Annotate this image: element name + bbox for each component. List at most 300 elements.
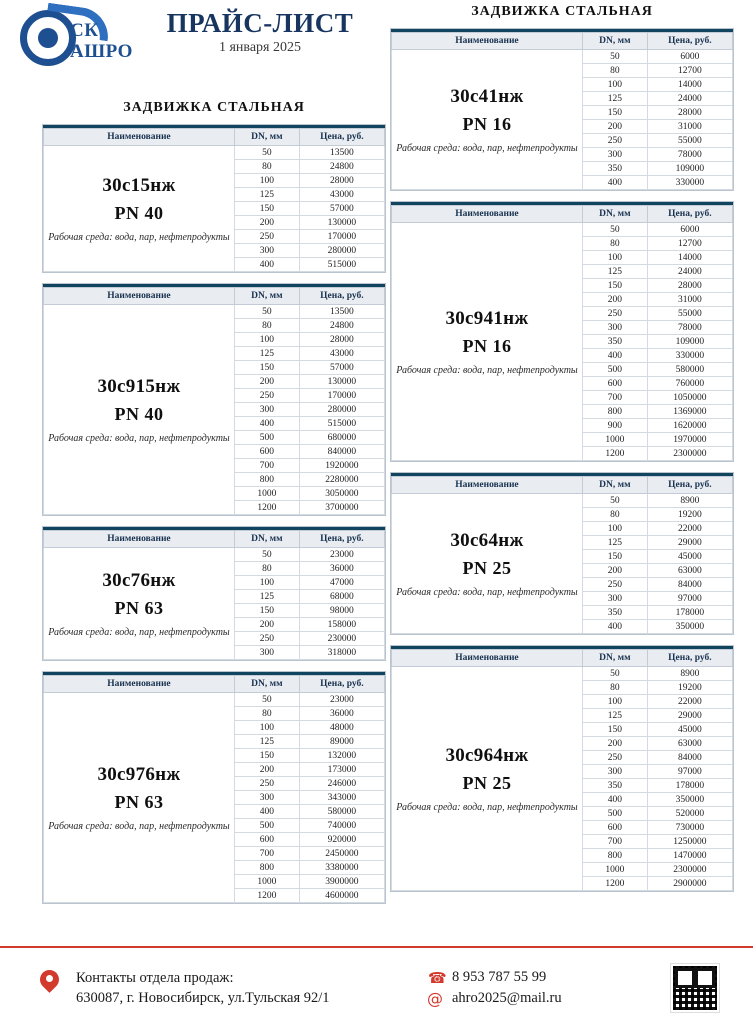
column-header-name: Наименование: [392, 206, 583, 223]
cell-price: 1050000: [647, 391, 732, 405]
cell-price: 6000: [647, 50, 732, 64]
cell-price: 24000: [647, 265, 732, 279]
cell-price: 12700: [647, 237, 732, 251]
table-header-row: [392, 33, 733, 50]
cell-dn: 600: [234, 833, 299, 847]
cell-price: 920000: [299, 833, 384, 847]
cell-dn: 700: [582, 391, 647, 405]
price-block: [42, 526, 386, 661]
left-block-list: [42, 124, 386, 904]
cell-dn: 125: [234, 735, 299, 749]
cell-price: 2300000: [647, 863, 732, 877]
table-row: [44, 146, 385, 160]
cell-dn: 500: [234, 819, 299, 833]
cell-dn: 50: [234, 146, 299, 160]
cell-dn: 125: [234, 590, 299, 604]
left-column: [42, 0, 386, 914]
cell-dn: 100: [234, 576, 299, 590]
cell-dn: 700: [234, 847, 299, 861]
cell-price: 97000: [647, 765, 732, 779]
cell-price: 45000: [647, 550, 732, 564]
cell-dn: 600: [234, 445, 299, 459]
cell-dn: 1200: [582, 447, 647, 461]
cell-dn: 300: [234, 646, 299, 660]
cell-price: 84000: [647, 578, 732, 592]
cell-price: 28000: [647, 106, 732, 120]
column-header-dn: DN, мм: [582, 33, 647, 50]
location-pin-icon: [40, 970, 60, 996]
cell-dn: 250: [582, 751, 647, 765]
column-header-name: Наименование: [44, 288, 235, 305]
price-block: [42, 124, 386, 273]
cell-dn: 80: [234, 319, 299, 333]
table-row: [44, 693, 385, 707]
cell-price: 840000: [299, 445, 384, 459]
cell-dn: 200: [234, 763, 299, 777]
cell-price: 580000: [299, 805, 384, 819]
cell-price: 57000: [299, 202, 384, 216]
cell-dn: 50: [234, 693, 299, 707]
section-heading-left: ЗАДВИЖКА СТАЛЬНАЯ: [123, 100, 305, 115]
cell-dn: 800: [582, 849, 647, 863]
cell-dn: 200: [582, 293, 647, 307]
cell-price: 19200: [647, 681, 732, 695]
cell-dn: 300: [582, 321, 647, 335]
product-pressure-rating: PN 25: [462, 772, 512, 793]
cell-price: 109000: [647, 162, 732, 176]
column-header-name: Наименование: [392, 33, 583, 50]
cell-dn: 50: [582, 494, 647, 508]
cell-price: 8900: [647, 667, 732, 681]
column-header-price: Цена, руб.: [299, 288, 384, 305]
cell-price: 45000: [647, 723, 732, 737]
cell-dn: 1000: [234, 875, 299, 889]
cell-dn: 500: [234, 431, 299, 445]
email-icon: @: [427, 989, 443, 1008]
column-header-name: Наименование: [44, 129, 235, 146]
cell-price: 3380000: [299, 861, 384, 875]
cell-dn: 350: [582, 606, 647, 620]
cell-dn: 150: [234, 202, 299, 216]
cell-price: 350000: [647, 620, 732, 634]
cell-dn: 400: [234, 417, 299, 431]
cell-price: 132000: [299, 749, 384, 763]
column-header-dn: DN, мм: [234, 531, 299, 548]
product-model: 30с964нж: [445, 744, 529, 766]
product-pressure-rating: PN 16: [462, 113, 512, 134]
cell-dn: 125: [234, 347, 299, 361]
price-table: [391, 476, 733, 634]
cell-price: 6000: [647, 223, 732, 237]
cell-price: 23000: [299, 693, 384, 707]
price-table: [391, 649, 733, 891]
cell-price: 330000: [647, 349, 732, 363]
cell-price: 28000: [299, 333, 384, 347]
product-pressure-rating: PN 40: [114, 403, 164, 424]
cell-price: 1620000: [647, 419, 732, 433]
column-header-dn: DN, мм: [582, 650, 647, 667]
cell-price: 1250000: [647, 835, 732, 849]
price-block: [42, 283, 386, 516]
cell-price: 350000: [647, 793, 732, 807]
cell-dn: 80: [234, 160, 299, 174]
cell-dn: 50: [234, 305, 299, 319]
price-block: [390, 28, 734, 191]
cell-dn: 100: [582, 522, 647, 536]
cell-dn: 1000: [234, 487, 299, 501]
cell-price: 12700: [647, 64, 732, 78]
cell-dn: 700: [234, 459, 299, 473]
cell-dn: 400: [582, 793, 647, 807]
cell-dn: 150: [582, 106, 647, 120]
cell-price: 280000: [299, 403, 384, 417]
cell-dn: 400: [582, 349, 647, 363]
cell-price: 178000: [647, 606, 732, 620]
section-heading-right: ЗАДВИЖКА СТАЛЬНАЯ: [471, 4, 653, 19]
cell-price: 31000: [647, 293, 732, 307]
working-media-text: Рабочая среда: вода, пар, нефтепродукты: [396, 364, 578, 376]
cell-dn: 100: [582, 251, 647, 265]
cell-price: 78000: [647, 321, 732, 335]
cell-price: 68000: [299, 590, 384, 604]
cell-price: 23000: [299, 548, 384, 562]
cell-dn: 50: [234, 548, 299, 562]
working-media-text: Рабочая среда: вода, пар, нефтепродукты: [48, 432, 230, 444]
cell-price: 98000: [299, 604, 384, 618]
cell-dn: 80: [582, 237, 647, 251]
cell-price: 55000: [647, 134, 732, 148]
cell-price: 22000: [647, 695, 732, 709]
cell-price: 43000: [299, 188, 384, 202]
cell-price: 97000: [647, 592, 732, 606]
cell-price: 3700000: [299, 501, 384, 515]
table-row: [44, 305, 385, 319]
cell-price: 318000: [299, 646, 384, 660]
product-name-cell: [392, 223, 583, 461]
cell-dn: 300: [582, 592, 647, 606]
column-header-name: Наименование: [392, 477, 583, 494]
cell-price: 246000: [299, 777, 384, 791]
cell-price: 130000: [299, 216, 384, 230]
cell-dn: 300: [234, 403, 299, 417]
price-block: [390, 201, 734, 462]
cell-price: 31000: [647, 120, 732, 134]
product-pressure-rating: PN 63: [114, 597, 164, 618]
cell-price: 89000: [299, 735, 384, 749]
page-footer: [0, 946, 753, 1024]
cell-price: 680000: [299, 431, 384, 445]
column-header-price: Цена, руб.: [647, 206, 732, 223]
column-header-price: Цена, руб.: [299, 531, 384, 548]
cell-price: 13500: [299, 305, 384, 319]
product-model: 30с15нж: [102, 174, 176, 196]
cell-dn: 350: [582, 779, 647, 793]
email-address[interactable]: ahro2025@mail.ru: [452, 990, 562, 1006]
column-header-dn: DN, мм: [582, 206, 647, 223]
price-table: [43, 675, 385, 903]
phone-icon: ☎: [428, 969, 447, 987]
cell-dn: 350: [582, 162, 647, 176]
cell-price: 43000: [299, 347, 384, 361]
cell-dn: 300: [234, 244, 299, 258]
cell-price: 28000: [299, 174, 384, 188]
cell-price: 36000: [299, 562, 384, 576]
working-media-text: Рабочая среда: вода, пар, нефтепродукты: [48, 231, 230, 243]
product-pressure-rating: PN 40: [114, 202, 164, 223]
cell-price: 230000: [299, 632, 384, 646]
price-block: [42, 671, 386, 904]
cell-price: 84000: [647, 751, 732, 765]
cell-price: 130000: [299, 375, 384, 389]
column-header-dn: DN, мм: [234, 288, 299, 305]
product-pressure-rating: PN 63: [114, 791, 164, 812]
product-name-cell: [44, 305, 235, 515]
cell-dn: 250: [234, 632, 299, 646]
cell-dn: 900: [582, 419, 647, 433]
cell-dn: 700: [582, 835, 647, 849]
working-media-text: Рабочая среда: вода, пар, нефтепродукты: [48, 626, 230, 638]
table-header-row: [44, 288, 385, 305]
cell-dn: 80: [234, 562, 299, 576]
cell-price: 14000: [647, 78, 732, 92]
table-row: [392, 494, 733, 508]
column-header-dn: DN, мм: [582, 477, 647, 494]
cell-dn: 1200: [234, 889, 299, 903]
cell-price: 173000: [299, 763, 384, 777]
cell-dn: 125: [582, 265, 647, 279]
cell-dn: 1000: [582, 433, 647, 447]
cell-dn: 250: [234, 777, 299, 791]
product-name-cell: [44, 146, 235, 272]
cell-price: 760000: [647, 377, 732, 391]
product-model: 30с976нж: [97, 763, 181, 785]
price-table: [391, 205, 733, 461]
cell-price: 330000: [647, 176, 732, 190]
product-pressure-rating: PN 25: [462, 557, 512, 578]
cell-price: 178000: [647, 779, 732, 793]
cell-price: 55000: [647, 307, 732, 321]
cell-dn: 50: [582, 50, 647, 64]
cell-price: 2280000: [299, 473, 384, 487]
cell-price: 170000: [299, 230, 384, 244]
product-name-cell: [392, 667, 583, 891]
cell-dn: 250: [234, 389, 299, 403]
cell-dn: 250: [582, 578, 647, 592]
cell-dn: 80: [582, 508, 647, 522]
cell-price: 1369000: [647, 405, 732, 419]
cell-price: 109000: [647, 335, 732, 349]
product-name-cell: [44, 693, 235, 903]
cell-dn: 400: [582, 620, 647, 634]
cell-dn: 125: [582, 709, 647, 723]
cell-dn: 300: [234, 791, 299, 805]
cell-price: 47000: [299, 576, 384, 590]
cell-price: 57000: [299, 361, 384, 375]
cell-dn: 250: [582, 307, 647, 321]
cell-price: 280000: [299, 244, 384, 258]
column-header-dn: DN, мм: [234, 129, 299, 146]
cell-price: 13500: [299, 146, 384, 160]
product-model: 30с941нж: [445, 307, 529, 329]
product-name-cell: [44, 548, 235, 660]
table-row: [392, 50, 733, 64]
price-block: [390, 645, 734, 892]
page-title: ПРАЙС-ЛИСТ: [166, 8, 354, 38]
cell-price: 63000: [647, 737, 732, 751]
cell-price: 14000: [647, 251, 732, 265]
column-header-price: Цена, руб.: [647, 477, 732, 494]
cell-price: 29000: [647, 709, 732, 723]
cell-price: 515000: [299, 417, 384, 431]
cell-dn: 150: [234, 604, 299, 618]
cell-price: 78000: [647, 148, 732, 162]
cell-price: 29000: [647, 536, 732, 550]
table-header-row: [44, 129, 385, 146]
table-header-row: [392, 206, 733, 223]
column-header-name: Наименование: [392, 650, 583, 667]
cell-price: 24000: [647, 92, 732, 106]
page-date: 1 января 2025: [218, 40, 301, 55]
cell-dn: 80: [582, 681, 647, 695]
cell-price: 24800: [299, 319, 384, 333]
cell-price: 3900000: [299, 875, 384, 889]
cell-dn: 1200: [234, 501, 299, 515]
phone-number[interactable]: 8 953 787 55 99: [452, 969, 547, 985]
cell-price: 158000: [299, 618, 384, 632]
column-header-name: Наименование: [44, 676, 235, 693]
cell-price: 8900: [647, 494, 732, 508]
cell-price: 36000: [299, 707, 384, 721]
price-table: [43, 287, 385, 515]
right-block-list: [390, 28, 734, 892]
cell-price: 1470000: [647, 849, 732, 863]
cell-price: 170000: [299, 389, 384, 403]
cell-dn: 200: [234, 216, 299, 230]
cell-dn: 125: [234, 188, 299, 202]
contacts-block: [76, 968, 330, 1008]
cell-dn: 150: [234, 361, 299, 375]
cell-price: 63000: [647, 564, 732, 578]
column-header-price: Цена, руб.: [647, 33, 732, 50]
product-model: 30с915нж: [97, 375, 181, 397]
product-model: 30с41нж: [450, 85, 524, 107]
cell-dn: 1200: [582, 877, 647, 891]
cell-dn: 500: [582, 807, 647, 821]
cell-dn: 125: [582, 536, 647, 550]
product-model: 30с76нж: [102, 569, 176, 591]
contacts-address: 630087, г. Новосибирск, ул.Тульская 92/1: [76, 990, 330, 1006]
working-media-text: Рабочая среда: вода, пар, нефтепродукты: [396, 586, 578, 598]
cell-dn: 200: [234, 618, 299, 632]
cell-price: 28000: [647, 279, 732, 293]
product-model: 30с64нж: [450, 529, 524, 551]
cell-dn: 150: [582, 279, 647, 293]
table-row: [392, 223, 733, 237]
cell-dn: 100: [234, 333, 299, 347]
working-media-text: Рабочая среда: вода, пар, нефтепродукты: [396, 142, 578, 154]
cell-price: 1920000: [299, 459, 384, 473]
cell-dn: 150: [234, 749, 299, 763]
cell-dn: 80: [234, 707, 299, 721]
cell-dn: 400: [234, 805, 299, 819]
cell-dn: 800: [234, 473, 299, 487]
cell-price: 48000: [299, 721, 384, 735]
cell-dn: 125: [582, 92, 647, 106]
cell-price: 1970000: [647, 433, 732, 447]
cell-dn: 1000: [582, 863, 647, 877]
cell-price: 343000: [299, 791, 384, 805]
cell-dn: 50: [582, 667, 647, 681]
cell-dn: 100: [234, 174, 299, 188]
product-name-cell: [392, 494, 583, 634]
qr-code-icon: [671, 964, 719, 1012]
cell-price: 515000: [299, 258, 384, 272]
working-media-text: Рабочая среда: вода, пар, нефтепродукты: [396, 801, 578, 813]
cell-dn: 200: [582, 564, 647, 578]
cell-dn: 250: [582, 134, 647, 148]
table-header-row: [44, 676, 385, 693]
cell-dn: 300: [582, 765, 647, 779]
cell-dn: 200: [582, 120, 647, 134]
cell-dn: 200: [234, 375, 299, 389]
cell-price: 2450000: [299, 847, 384, 861]
price-table: [43, 128, 385, 272]
table-header-row: [392, 477, 733, 494]
cell-price: 520000: [647, 807, 732, 821]
cell-dn: 50: [582, 223, 647, 237]
price-table: [43, 530, 385, 660]
cell-dn: 100: [582, 695, 647, 709]
cell-dn: 150: [582, 723, 647, 737]
cell-price: 22000: [647, 522, 732, 536]
table-row: [392, 667, 733, 681]
cell-dn: 400: [582, 176, 647, 190]
cell-price: 24800: [299, 160, 384, 174]
cell-dn: 80: [582, 64, 647, 78]
cell-price: 19200: [647, 508, 732, 522]
column-header-price: Цена, руб.: [299, 676, 384, 693]
cell-price: 580000: [647, 363, 732, 377]
cell-dn: 150: [582, 550, 647, 564]
cell-price: 4600000: [299, 889, 384, 903]
cell-dn: 600: [582, 821, 647, 835]
cell-dn: 500: [582, 363, 647, 377]
price-table: [391, 32, 733, 190]
cell-price: 3050000: [299, 487, 384, 501]
column-header-name: Наименование: [44, 531, 235, 548]
logo-line-2: АШРО: [70, 41, 133, 62]
logo-line-1: СК: [70, 20, 99, 41]
cell-price: 740000: [299, 819, 384, 833]
cell-dn: 200: [582, 737, 647, 751]
cell-dn: 800: [234, 861, 299, 875]
cell-dn: 300: [582, 148, 647, 162]
working-media-text: Рабочая среда: вода, пар, нефтепродукты: [48, 820, 230, 832]
cell-price: 2300000: [647, 447, 732, 461]
cell-dn: 100: [582, 78, 647, 92]
cell-dn: 250: [234, 230, 299, 244]
table-header-row: [44, 531, 385, 548]
table-row: [44, 548, 385, 562]
column-header-price: Цена, руб.: [299, 129, 384, 146]
contacts-title: Контакты отдела продаж:: [76, 970, 234, 986]
column-header-dn: DN, мм: [234, 676, 299, 693]
column-header-price: Цена, руб.: [647, 650, 732, 667]
product-pressure-rating: PN 16: [462, 335, 512, 356]
cell-dn: 400: [234, 258, 299, 272]
right-column: [390, 0, 734, 902]
table-header-row: [392, 650, 733, 667]
